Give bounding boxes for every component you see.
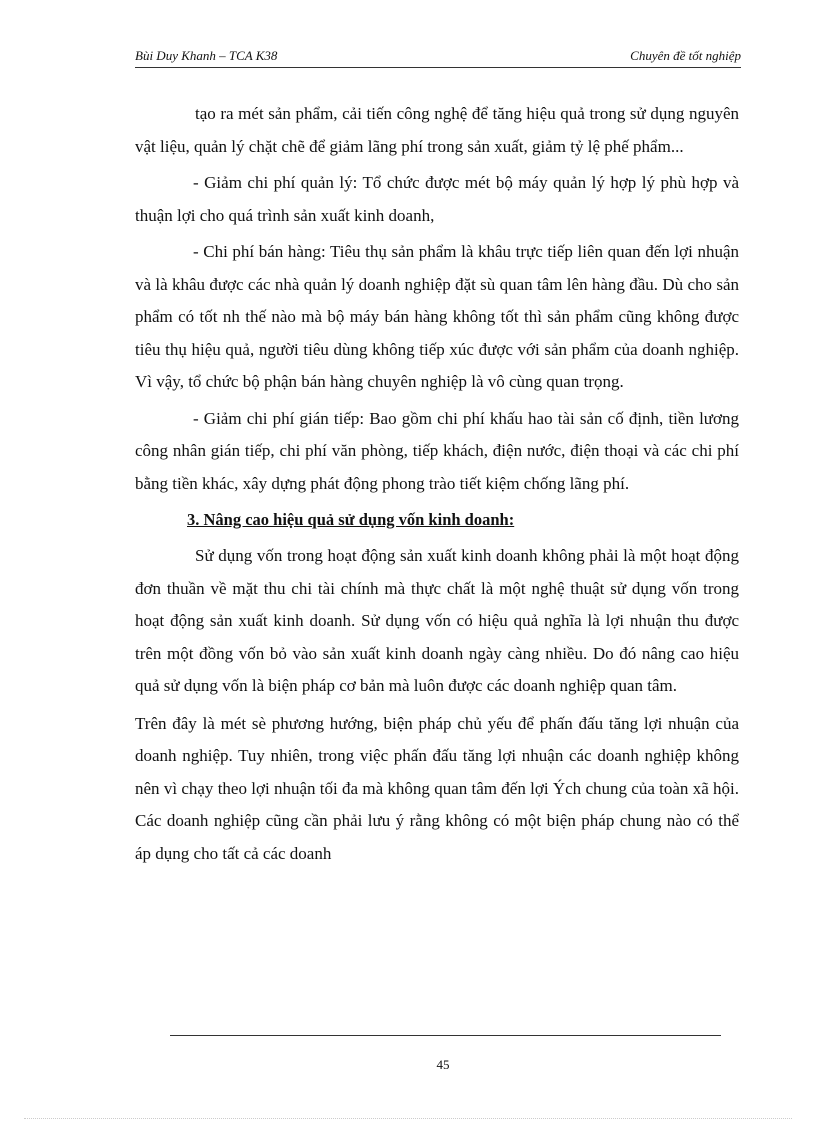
body-paragraph: Sử dụng vốn trong hoạt động sản xuất kinh doanh không phải là một hoạt động đơn thuần về mặt thu chi tài chính mà thực chất là một nghệ thuật sử dụng vốn trong hoạt động sản xuất kinh doanh. Sử dụng vốn có hiệu quả nghĩa là lợi nhuận thu được trên một đồng vốn bỏ vào sản xuất kinh doanh ngày càng nhiều. Do đó nâng cao hiệu quả sử dụng vốn là biện pháp cơ bản mà luôn được các doanh nghiệp quan tâm. <box>135 546 739 695</box>
body-paragraph: - Chi phí bán hàng: Tiêu thụ sản phẩm là khâu trực tiếp liên quan đến lợi nhuận và là khâu được các nhà quản lý doanh nghiệp đặt sù quan tâm lên hàng đầu. Dù cho sản phẩm có tốt nh thế nào mà bộ máy bán hàng không tốt thì sản phẩm cũng không được tiêu thụ hiệu quả, người tiêu dùng không tiếp xúc được với sản phẩm của doanh nghiệp. Vì vậy, tổ chức bộ phận bán hàng chuyên nghiệp là vô cùng quan trọng. <box>135 242 739 391</box>
body-paragraph: - Giảm chi phí quản lý: Tổ chức được mét bộ máy quản lý hợp lý phù hợp và thuận lợi cho quá trình sản xuất kinh doanh, <box>135 173 739 225</box>
header-author: Bùi Duy Khanh – TCA K38 <box>135 48 278 63</box>
page-header <box>135 48 741 70</box>
body-paragraph: tạo ra mét sản phẩm, cải tiến công nghệ để tăng hiệu quả trong sử dụng nguyên vật liệu, quản lý chặt chẽ để giảm lãng phí trong sản xuất, giảm tỷ lệ phế phẩm... <box>135 104 739 156</box>
page-body <box>135 98 739 870</box>
footer-divider <box>170 1035 721 1036</box>
body-paragraph: Trên đây là mét sè phương hướng, biện pháp chủ yếu để phấn đấu tăng lợi nhuận của doanh nghiệp. Tuy nhiên, trong việc phấn đấu tăng lợi nhuận các doanh nghiệp không nên vì chạy theo lợi nhuận tối đa mà không quan tâm đến lợi Ých chung của toàn xã hội. Các doanh nghiệp cũng cần phải lưu ý rằng không có một biện pháp chung nào có thể áp dụng cho tất cả các doanh <box>135 713 739 863</box>
page-number: 45 <box>436 1057 450 1072</box>
section-heading: 3. Nâng cao hiệu quả sử dụng vốn kinh doanh: <box>187 510 515 529</box>
page-edge-divider <box>24 1118 792 1119</box>
header-divider <box>135 67 741 68</box>
header-title: Chuyên đề tốt nghiệp <box>630 48 741 63</box>
body-paragraph: - Giảm chi phí gián tiếp: Bao gồm chi phí khấu hao tài sản cố định, tiền lương công nhân gián tiếp, chi phí văn phòng, tiếp khách, điện nước, điện thoại và các chi phí bằng tiền khác, xây dựng phát động phong trào tiết kiệm chống lãng phí. <box>135 408 739 493</box>
